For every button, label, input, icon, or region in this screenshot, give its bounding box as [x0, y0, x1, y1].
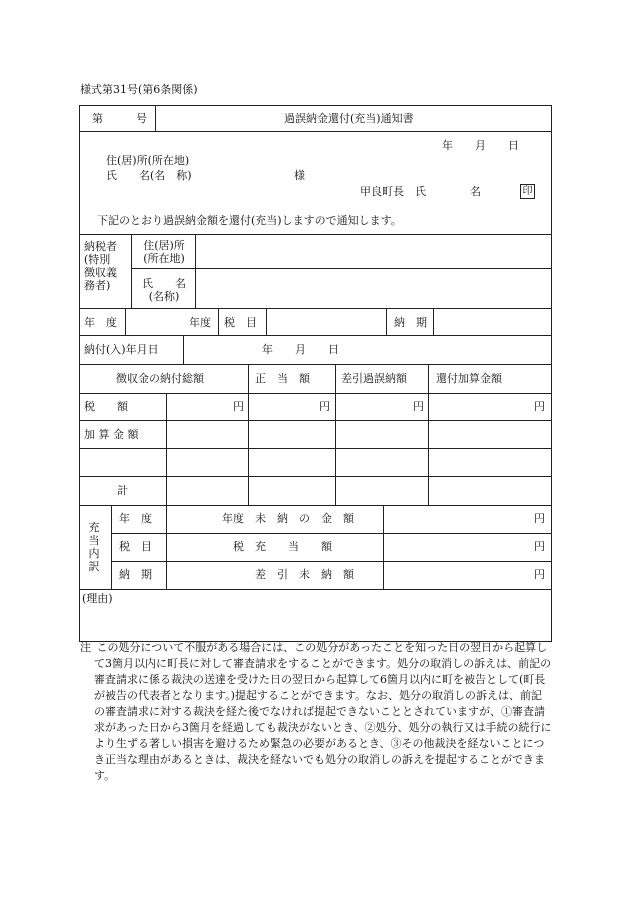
allocation-unpaid-unit: 円	[534, 512, 545, 525]
allocation-label: 充 当 内 訳	[88, 521, 100, 573]
allocation-year-suffix: 年度	[222, 512, 244, 525]
form-title: 過誤納金還付(充当)通知書	[284, 112, 414, 125]
row-tax-label: 税 額	[84, 400, 128, 413]
payer-label: 納税者 (特別 徴収義 務者)	[84, 240, 117, 292]
allocation-tax-label: 税 目	[119, 540, 152, 553]
reason-label: (理由)	[82, 592, 113, 605]
allocation-tax-suffix: 税	[233, 540, 244, 553]
allocation-period-label: 納 期	[119, 568, 152, 581]
payment-date: 年 月 日	[262, 343, 339, 356]
row-total-label: 計	[117, 484, 128, 497]
payer-address-label: 住(居)所 (所在地)	[143, 239, 185, 265]
period-label: 納 期	[394, 316, 427, 329]
allocation-unpaid-label: 未 納 の 金 額	[255, 512, 354, 525]
payment-date-label: 納付(入)年月日	[84, 343, 159, 356]
tax-label: 税 目	[224, 316, 257, 329]
allocation-year-label: 年 度	[119, 512, 152, 525]
allocation-applied-unit: 円	[534, 540, 545, 553]
header-refund-addition: 還付加算金額	[436, 372, 502, 385]
issuer-label: 甲良町長 氏 名	[360, 185, 481, 198]
legal-note	[80, 640, 552, 784]
header-proper-amount: 正 当 額	[255, 372, 310, 385]
row-tax-unit: 円	[534, 400, 545, 413]
number-label: 第 号	[92, 112, 147, 125]
year-unit: 年度	[189, 316, 211, 329]
row-tax-unit: 円	[233, 400, 244, 413]
year-label: 年 度	[84, 316, 117, 329]
row-tax-unit: 円	[319, 400, 330, 413]
note-text: この処分について不服がある場合には、この処分があったことを知った日の翌日から起算して3箇月以内に町長に対して審査請求をすることができます。処分の取消しの訴えは、前記の審査請求に係る裁決の送達を受けた日の翌日から起算して6箇月以内に町を被告として(町長が被告の代表者となります。)提起することができます。なお、処分の取消しの訴えは、前記の審査請求に対する裁決を経た後でなければ提起できないこととされていますが、①審査請求があった日から3箇月を経過しても裁決がないとき、②処分、処分の執行又は手続の続行により生ずる著しい損害を避けるため緊急の必要があるとき、③その他裁決を経ないことにつき正当な理由があるときは、裁決を経ないでも処分の取消しの訴えを提起することができます。	[94, 641, 552, 782]
notice-date: 年 月 日	[442, 139, 519, 152]
name-label: 氏 名(名 称)	[106, 169, 192, 182]
row-surcharge-label: 加 算 金 額	[84, 428, 139, 441]
header-total-collected: 徴収金の納付総額	[116, 372, 204, 385]
form-id: 様式第31号(第6条関係)	[80, 83, 198, 96]
allocation-remaining-label: 差 引 未 納 額	[255, 568, 354, 581]
payer-name-label: 氏 名 (名称)	[142, 277, 186, 303]
seal-mark: 印	[520, 184, 535, 199]
header-overpaid-amount: 差引過誤納額	[341, 372, 407, 385]
address-label: 住(居)所(所在地)	[106, 154, 190, 167]
allocation-remaining-unit: 円	[534, 568, 545, 581]
notice-message: 下記のとおり過誤納金額を還付(充当)しますので通知します。	[97, 214, 402, 227]
note-prefix: 注	[80, 641, 91, 654]
row-tax-unit: 円	[413, 400, 424, 413]
honorific: 様	[294, 169, 305, 182]
allocation-applied-label: 充 当 額	[255, 540, 332, 553]
